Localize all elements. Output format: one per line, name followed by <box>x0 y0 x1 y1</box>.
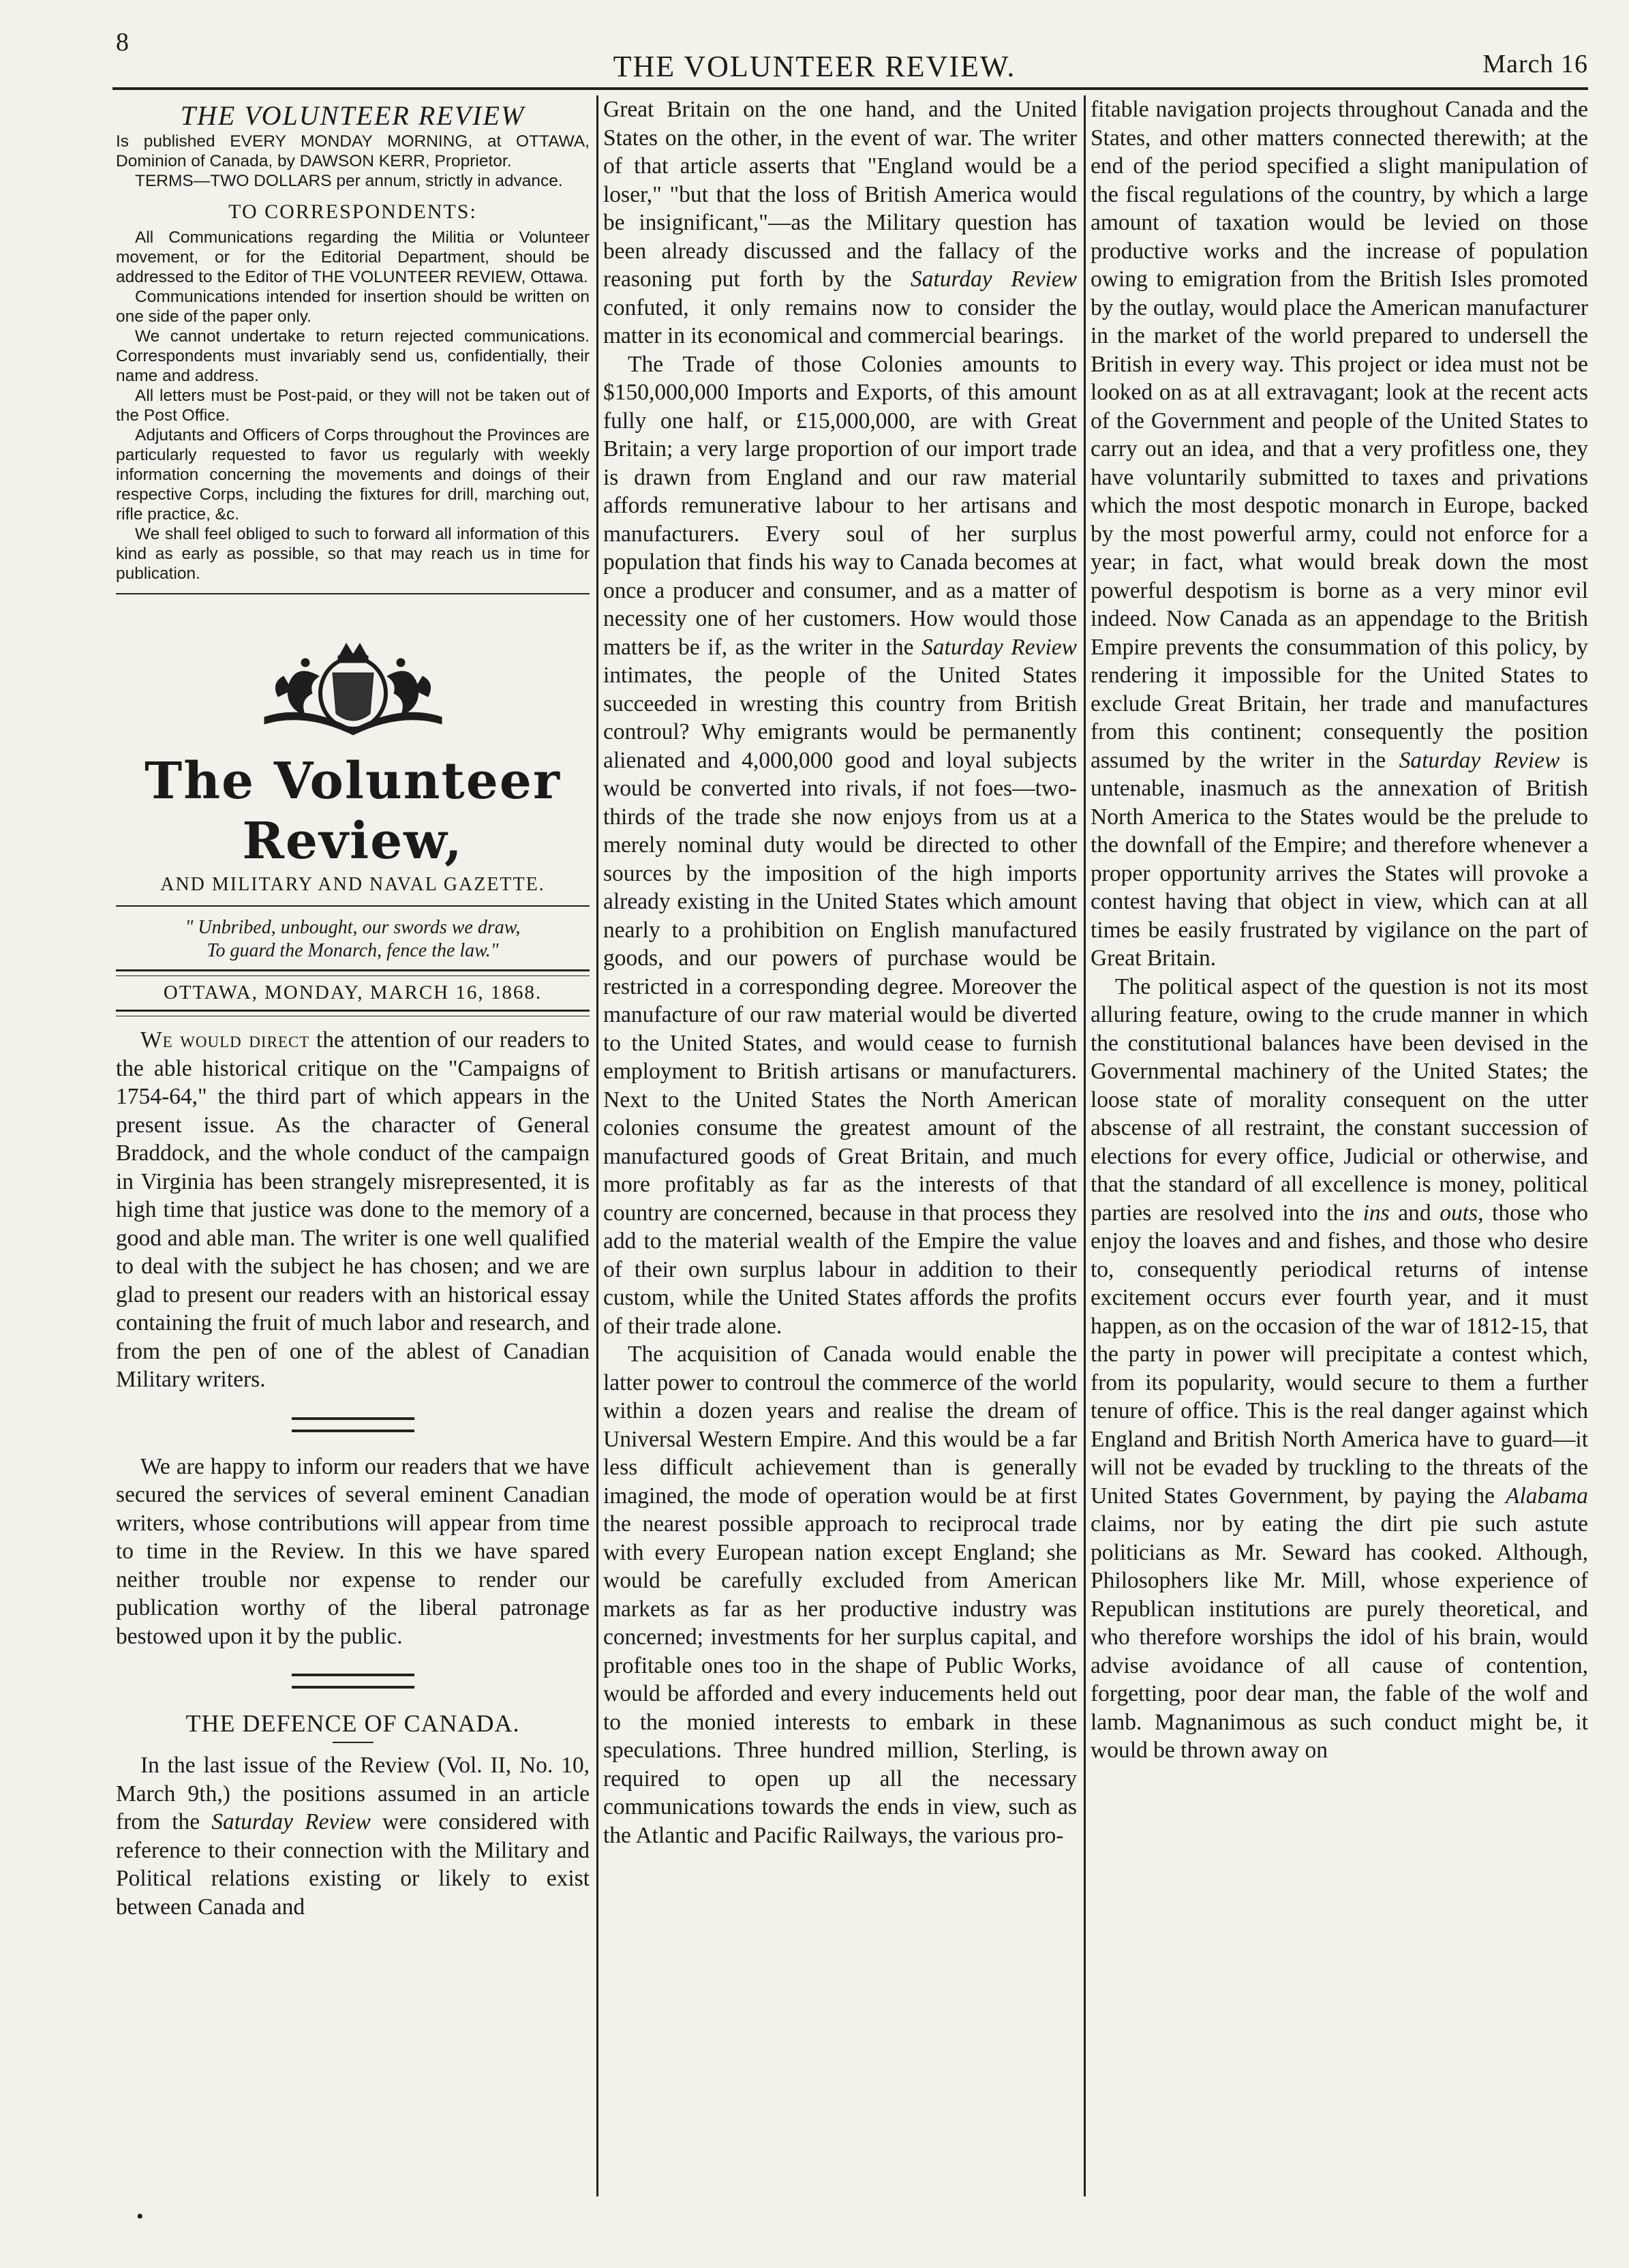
correspondents-item: Adjutants and Officers of Corps throughout the Provinces are particularly requested to favor us regularly with weekly information concerning the movements and doings of their respective Corps, including the fixtures for drill, marching out, rifle practice, &c. <box>116 426 590 524</box>
paragraph-text: , those who enjoy the loaves and and fishes, and those who desire to, consequently periodical returns of intense excitement occurs ever fourth year, and it must happen, as on the occasion of the war of 1812-15, that the party in power will precipitate a contest which, from its popularity, would secure to them a further tenure of office. This is the real danger against which England and British North America have to guard—it will not be evaded by truckling to the threats of the United States Government, by paying the <box>1091 1200 1588 1509</box>
correspondents-item: All Communications regarding the Militia or Volunteer movement, or for the Editorial Department, should be addressed to the Editor of THE VOLUNTEER REVIEW, Ottawa. <box>116 228 590 286</box>
divider-rule <box>116 1010 590 1016</box>
paragraph-text: the attention of our readers to the able historical critique on the "Campaigns of 1754-64," the third part of which appears in the present issue. As the character of General Braddock, and the whole conduct of the campaign in Virginia has been strangely misrepresented, it is high time that justice was done to the memory of a good and able man. The writer is one well qualified to deal with the subject he has chosen; and we are glad to present our readers with an historical essay containing the fruit of much labor and research, and from the pen of one of the ablest of Canadian Military writers. <box>116 1027 590 1392</box>
paragraph-text: and <box>1389 1200 1440 1226</box>
article-body <box>1091 95 1588 1765</box>
paragraph-text: claims, nor by eating the dirt pie such astute politicians as Mr. Seward has cooked. Although, Philosophers like Mr. Mill, whose experience of Republican institutions are purely theoretical, and who therefore worships the idol of his brain, would advise avoidance of all cause of contention, forgetting, poor dear man, the fable of the wolf and lamb. Magnanimous as such conduct might be, it would be thrown away on <box>1091 1511 1588 1763</box>
article-body <box>116 1751 590 1921</box>
section-separator <box>292 1674 414 1689</box>
column-rule-1 <box>596 95 598 2196</box>
editorial-body <box>116 1453 590 1651</box>
paragraph-text: The Trade of those Colonies amounts to $150,000,000 Imports and Exports, of this amount fully one half, or £15,000,000, are with Great Britain; a very large proportion of our import trade is drawn from England and our raw material affords remunerative labour to her artisans and manufacturers. Every soul of her surplus population that finds his way to Canada becomes at once a producer and consumer, and as a matter of necessity one of her customers. How would those matters be if, as the writer in the <box>603 351 1077 660</box>
correspondents-item: We cannot undertake to return rejected communications. Correspondents must invariably send us, confidentially, their name and address. <box>116 327 590 385</box>
divider-rule <box>333 1742 374 1743</box>
paragraph-text: were considered with reference to their connection with the Military and Political relations existing or likely to exist between Canada and <box>116 1809 590 1920</box>
article-paragraph <box>1091 973 1588 1765</box>
running-title: THE VOLUNTEER REVIEW. <box>613 50 1016 83</box>
editorial-body <box>116 1026 590 1394</box>
motto-line: To guard the Monarch, fence the law." <box>207 940 499 961</box>
correspondents-list <box>116 228 590 584</box>
column-rule-2 <box>1084 95 1086 2196</box>
divider-rule <box>116 905 590 907</box>
dateline: OTTAWA, MONDAY, MARCH 16, 1868. <box>163 982 543 1003</box>
divider-rule <box>116 593 590 594</box>
publication-name: Saturday Review <box>1399 747 1560 773</box>
correspondents-heading: TO CORRESPONDENTS: <box>228 200 477 223</box>
emphasis: ins <box>1362 1200 1390 1226</box>
footer-mark: • <box>136 2205 144 2228</box>
column-1 <box>116 95 590 2186</box>
section-separator <box>292 1417 414 1432</box>
correspondents-item: Communications intended for insertion should be written on one side of the paper only. <box>116 288 590 326</box>
divider-rule <box>116 969 590 976</box>
motto <box>116 916 590 963</box>
paper-title: The Volunteer Review, <box>144 752 561 871</box>
correspondents-item: We shall feel obliged to such to forward all information of this kind as early as possible, so that may reach us in time for publication. <box>116 525 590 583</box>
publication-name: Saturday Review <box>211 1809 371 1834</box>
column-2 <box>603 95 1077 2186</box>
royal-coat-of-arms-icon <box>224 635 483 738</box>
publication-name: Saturday Review <box>922 634 1077 660</box>
page-number: 8 <box>116 28 129 57</box>
masthead-small: THE VOLUNTEER REVIEW <box>180 100 526 131</box>
terms-notice: TERMS—TWO DOLLARS per annum, strictly in advance. <box>135 172 563 190</box>
paragraph-text: intimates, the people of the United States succeeded in wresting this country from British controul? Why emigrants would be permanently alienated and 4,000,000 good and loyal subjects would be converted into rivals, if not foes—two-thirds of the trade she now enjoys from us at a merely nominal duty would be directed to other sources by the imposition of the high imports already existing in the United States which amount nearly to a prohibition on English manufactured goods, and our powers of purchase would be restricted in a corresponding degree. Moreover the manufacture of our raw material would be diverted to the United States, and would cease to furnish employment to British artisans or manufacturers. Next to the United States the North American colonies consume the greatest amount of the manufactured goods of Great Britain, and much more profitably as far as the interests of that country are concerned, because in that process they add to the material wealth of the Empire the value of their own surplus labour in addition to their custom, while the United States affords the profits of their trade alone. <box>603 663 1077 1339</box>
publication-name: Saturday Review <box>910 267 1077 292</box>
editorial-paragraph: We are happy to inform our readers that we have secured the services of several eminent Canadian writers, whose contributions will appear from time to time in the Review. In this we have spared neither trouble nor expense to render our publication worthy of the liberal patronage bestowed upon it by the public. <box>116 1453 590 1649</box>
column-3 <box>1091 95 1588 2186</box>
running-date: March 16 <box>1482 50 1588 78</box>
article-title: THE DEFENCE OF CANADA. <box>185 1710 520 1737</box>
editorial-paragraph <box>116 1026 590 1394</box>
emphasis: Alabama <box>1506 1483 1588 1509</box>
emphasis: outs <box>1440 1200 1478 1226</box>
paragraph-text: is untenable, inasmuch as the annexation of British North America to the States would be the prelude to the downfall of the Empire; and therefore whenever a proper opportunity arrives the States will provoke a contest having that object in view, which can at all times be easily frustrated by vigilance on the part of Great Britain. <box>1091 747 1588 971</box>
paragraph-text: confuted, it only remains now to consider the matter in its economical and commercial bearings. <box>603 294 1077 348</box>
article-body <box>603 95 1077 1849</box>
paragraph-text: Great Britain on the one hand, and the United States on the other, in the event of war. The writer of that article asserts that "England would be a loser," "but that the loss of British America would be insignificant,"—as the Military question has been already discussed and the fallacy of the reasoning put forth by the <box>603 97 1077 292</box>
header-rule <box>112 87 1588 90</box>
paragraph-text: fitable navigation projects throughout Canada and the States, and other matters connected therewith; at the end of the period specified a slight manipulation of the fiscal regulations of the country, by which a large amount of taxation would be levied on those productive works and the increase of population owing to emigration from the British Isles promoted by the outlay, would place the American manufacturer in the market of the world prepared to undersell the British in every way. This project or idea must not be looked on as at all extravagant; look at the recent acts of the Government and people of the United States to carry out an idea, and that a very profitless one, they have voluntarily submitted to taxes and privations which the most despotic monarch in Europe, backed by the most powerful army, could not enforce for a year; in fact, what would break down the most powerful despotism is borne as a very minor evil indeed. Now Canada as an appendage to the British Empire prevents the consummation of this policy, by rendering it impossible for the United States to exclude Great Britain, her trade and manufactures from this continent; consequently the position assumed by the writer in the <box>1091 97 1588 773</box>
article-paragraph <box>603 95 1077 350</box>
publisher-block <box>116 132 590 191</box>
paragraph-text: In the last issue of the Review (Vol. II, No. 10, March 9th,) the positions assumed in an article from the <box>116 1753 590 1834</box>
publisher-notice: Is published EVERY MONDAY MORNING, at OTTAWA, Dominion of Canada, by DAWSON KERR, Proprietor. <box>116 132 590 170</box>
motto-line: " Unbribed, unbought, our swords we draw, <box>185 917 521 938</box>
correspondents-item: All letters must be Post-paid, or they will not be taken out of the Post Office. <box>116 387 590 425</box>
paragraph-text: The political aspect of the question is not its most alluring feature, owing to the crude manner in which the constitutional balances have been devised in the Governmental machinery of the United States; the loose state of morality consequent on the utter abscense of all restraint, the constant succession of elections for every office, Judicial or otherwise, and that the standard of all excellence is money, political parties are resolved into the <box>1091 973 1588 1226</box>
article-paragraph <box>116 1751 590 1921</box>
paper-subtitle: AND MILITARY AND NAVAL GAZETTE. <box>160 874 545 895</box>
article-paragraph: The acquisition of Canada would enable the latter power to controul the commerce of the world within a dozen years and realise the dream of Universal Western Empire. And this would be a far less difficult achievement than is generally imagined, the mode of operation would be at first the nearest possible approach to reciprocal trade with every European nation except England; she would be carefully excluded from American markets as far as her productive industry was concerned; investments for her surplus capital, and profitable ones too in the shape of Public Works, would be afforded and every inducements held out to the monied interests to embark in these speculations. Three hundred million, Sterling, is required to open up all the necessary communications towards the ends in view, such as the Atlantic and Pacific Railways, the various pro- <box>603 1342 1077 1848</box>
article-paragraph <box>603 350 1077 1341</box>
lead-in: We would direct <box>140 1027 310 1053</box>
article-paragraph <box>1091 95 1588 973</box>
